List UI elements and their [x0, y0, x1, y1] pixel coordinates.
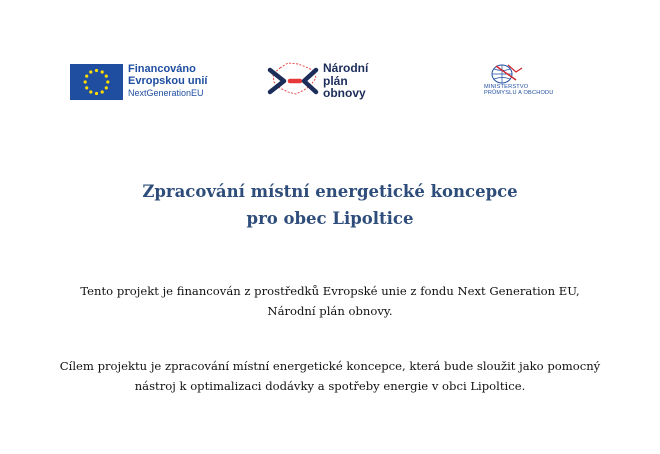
- funding-line-2: Národní plán obnovy.: [267, 304, 393, 318]
- title-line-1: Zpracování místní energetické koncepce: [142, 182, 518, 201]
- eu-line-1: Financováno: [128, 63, 196, 75]
- npo-line-1: Národní: [323, 61, 369, 76]
- ministry-globe-icon: [486, 62, 526, 84]
- eu-funding-text: [128, 64, 207, 99]
- document-title: [0, 178, 660, 232]
- eu-line-2: Evropskou unií: [128, 74, 208, 87]
- npo-text: [323, 62, 368, 100]
- npo-logo: [266, 58, 368, 104]
- goal-paragraph: [20, 356, 640, 396]
- goal-line-1: Cílem projektu je zpracování místní energetické koncepce, která bude sloužit jako pomocný: [59, 359, 601, 373]
- npo-line-3: obnovy: [323, 86, 366, 101]
- npo-line-2: plán: [323, 73, 348, 88]
- eu-funding-logo: [70, 64, 207, 100]
- mpo-line-2: PRŮMYSLU A OBCHODU: [484, 90, 554, 97]
- npo-mark-icon: [266, 58, 320, 104]
- mpo-line-1: MINISTERSTVO: [484, 84, 529, 90]
- eu-flag-icon: [70, 64, 123, 100]
- funding-line-1: Tento projekt je financován z prostředků Evropské unie z fondu Next Generation EU,: [80, 284, 580, 298]
- logo-strip: [0, 56, 660, 112]
- funding-paragraph: [20, 281, 640, 321]
- title-line-2: pro obec Lipoltice: [246, 209, 414, 228]
- mpo-logo: [484, 62, 574, 97]
- mpo-text: [484, 84, 574, 97]
- eu-line-3: NextGenerationEU: [128, 88, 204, 99]
- goal-line-2: nástroj k optimalizaci dodávky a spotřeby energie v obci Lipoltice.: [134, 379, 526, 393]
